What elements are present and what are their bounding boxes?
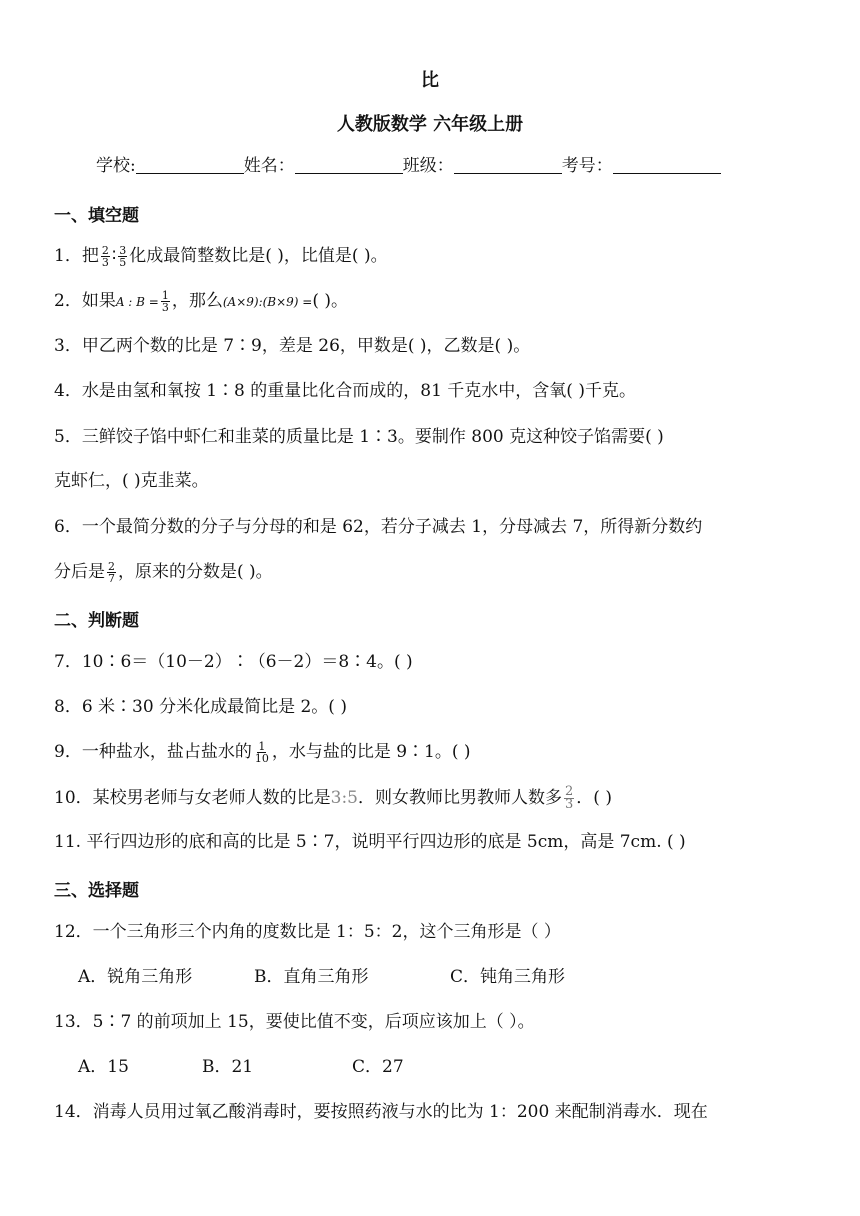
class-field[interactable] <box>454 155 562 174</box>
question-13-options <box>78 1056 404 1078</box>
question-7: 7．10∶6＝（10－2）∶（6－2）＝8∶4。( ) <box>54 652 413 672</box>
exam-number-field[interactable] <box>613 155 721 174</box>
question-1 <box>54 245 388 268</box>
question-6-line-1: 6．一个最简分数的分子与分母的和是 62，若分子减去 1，分母减去 7，所得新分数约 <box>54 517 703 537</box>
fraction-2-7: $\frac{2}{7}$ <box>108 560 115 585</box>
option-c[interactable]: C．钝角三角形 <box>450 967 566 987</box>
name-field[interactable] <box>295 155 403 174</box>
question-4: 4．水是由氢和氧按 1∶8 的重量比化合而成的，81 千克水中，含氧( )千克。 <box>54 381 636 401</box>
q6-text-a: 分后是 <box>54 562 105 582</box>
question-3: 3．甲乙两个数的比是 7∶9，差是 26，甲数是( )，乙数是( )。 <box>54 336 531 356</box>
ratio-colon: ∶ <box>111 246 117 266</box>
fraction-3-5: $\frac{3}{5}$ <box>119 244 127 269</box>
option-a[interactable]: A．锐角三角形 <box>78 967 193 987</box>
option-b[interactable]: B．21 <box>202 1057 254 1077</box>
section-multiple-choice: 三、选择题 <box>54 881 139 901</box>
q1-text-b: 化成最简整数比是( )，比值是( )。 <box>129 246 388 266</box>
q6-text-b: ，原来的分数是( )。 <box>118 562 273 582</box>
q2-text-b: ，那么 <box>171 291 223 311</box>
q10-text-b: ．则女教师比男教师人数多 <box>358 788 562 808</box>
question-11: 11. 平行四边形的底和高的比是 5∶7，说明平行四边形的底是 5cm，高是 7cm. ( ) <box>54 832 686 852</box>
question-6-line-2 <box>54 561 273 584</box>
document-subtitle: 人教版数学 六年级上册 <box>336 114 524 135</box>
question-9 <box>54 741 471 764</box>
fraction-1-10: $\frac{1}{10}$ <box>254 740 269 765</box>
question-2 <box>54 290 348 313</box>
school-field[interactable] <box>136 155 244 174</box>
question-13: 13．5∶7 的前项加上 15，要使比值不变，后项应该加上（ ）。 <box>54 1012 535 1032</box>
q2-expr-left: A : B = <box>115 295 159 309</box>
q10-text-a: 10．某校男老师与女老师人数的比是 <box>54 788 331 808</box>
q9-text-b: ，水与盐的比是 9∶1。( ) <box>271 742 471 762</box>
question-10 <box>54 786 612 811</box>
q10-ratio: 3:5 <box>330 788 358 808</box>
question-8: 8．6 米∶30 分米化成最简比是 2。( ) <box>54 697 347 717</box>
section-fill-in-blank: 一、填空题 <box>54 206 139 226</box>
exam-number-label: 考号： <box>561 156 613 176</box>
school-label: 学校: <box>96 156 136 176</box>
option-c[interactable]: C．27 <box>352 1057 404 1077</box>
question-12-options <box>78 966 565 988</box>
option-b[interactable]: B．直角三角形 <box>254 967 369 987</box>
question-5-line-2: 克虾仁，( )克韭菜。 <box>54 471 209 491</box>
q1-text-a: 1．把 <box>54 246 99 266</box>
question-14: 14．消毒人员用过氧乙酸消毒时，要按照药液与水的比为 1：200 来配制消毒水．现在 <box>54 1102 708 1122</box>
fraction-1-3: $\frac{1}{3}$ <box>161 289 169 314</box>
fraction-2-3-gray: $\frac{2}{3}$ <box>565 784 574 812</box>
option-a[interactable]: A．15 <box>78 1057 129 1077</box>
name-label: 姓名： <box>243 156 295 176</box>
q2-text-a: 2．如果 <box>54 291 116 311</box>
section-true-false: 二、判断题 <box>54 611 139 631</box>
q9-text-a: 9．一种盐水，盐占盐水的 <box>54 742 252 762</box>
q10-text-c: ．( ) <box>576 788 612 808</box>
q2-text-c: ( )。 <box>312 291 349 311</box>
question-5-line-1: 5．三鲜饺子馅中虾仁和韭菜的质量比是 1∶3。要制作 800 克这种饺子馅需要( ) <box>54 427 664 447</box>
class-label: 班级： <box>402 156 454 176</box>
student-info-row <box>96 155 721 177</box>
question-12: 12．一个三角形三个内角的度数比是 1：5：2，这个三角形是（ ） <box>54 922 561 942</box>
q2-expr-right: (A×9):(B×9) = <box>222 295 313 309</box>
document-title: 比 <box>421 70 439 91</box>
fraction-2-3: $\frac{2}{3}$ <box>101 244 109 269</box>
